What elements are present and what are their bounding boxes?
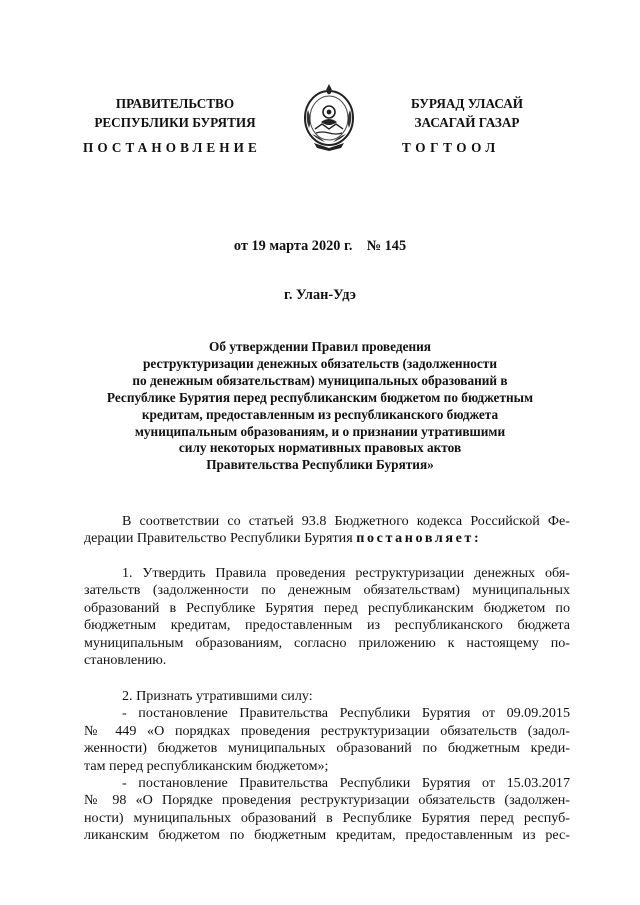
title-line: кредитам, предоставленным из республиканского бюджета <box>141 406 499 422</box>
doc-type-left: ПОСТАНОВЛЕНИЕ <box>83 140 261 155</box>
header-left-line2: РЕСПУБЛИКИ БУРЯТИЯ <box>94 115 256 130</box>
intro-line-2 <box>84 530 570 547</box>
item-2-paragraph <box>84 688 570 845</box>
city-text: г. Улан-Удэ <box>284 287 356 303</box>
date-number-line <box>0 238 640 255</box>
header-left-line1: ПРАВИТЕЛЬСТВО <box>115 96 235 111</box>
item-1-line: становлению. <box>84 651 167 668</box>
date-number-text: от 19 марта 2020 г. № 145 <box>233 238 407 254</box>
item-2-line: - постановление Правительства Республики Бурятия от 09.09.2015 <box>122 705 570 722</box>
city-line <box>0 287 640 304</box>
item-1-paragraph <box>84 565 570 669</box>
coat-of-arms-icon <box>300 82 358 152</box>
title-line: муниципальным образованиям, и о признании утратившими <box>134 423 506 439</box>
item-2-line: там перед республиканским бюджетом»; <box>84 757 329 774</box>
title-line: Об утверждении Правил проведения <box>209 339 431 354</box>
header-right <box>372 94 562 132</box>
title-line: Республике Бурятия перед республиканским бюджетом по бюджетным <box>106 389 534 405</box>
intro-paragraph <box>84 513 570 548</box>
item-1-line: муниципальным образованиям, согласно приложению к настоящему по- <box>84 634 570 651</box>
item-2-line: ности) муниципальных образований в Республике Бурятия перед респуб- <box>84 809 570 826</box>
intro-line-1: В соответствии со статьей 93.8 Бюджетного кодекса Российской Фе- <box>122 513 570 529</box>
header-left <box>80 94 270 132</box>
title-line: реструктуризации денежных обязательств (задолженности <box>143 355 497 371</box>
item-2-line: ликанским бюджетом по бюджетным кредитам, предоставленным из рес- <box>84 827 570 844</box>
decree-keyword: постановляет: <box>356 530 482 547</box>
item-2-line: 2. Признать утратившими силу: <box>122 688 313 704</box>
item-2-line: № 98 «О Порядке проведения реструктуризации обязательств (задолжен- <box>84 792 570 809</box>
item-1-line: образований в Республике Бурятия перед республиканским бюджетом по <box>84 599 570 616</box>
item-2-line: № 449 «О порядках проведения реструктуризации обязательств (задол- <box>84 722 570 739</box>
header-right-line2: ЗАСАГАЙ ГАЗАР <box>414 115 520 130</box>
title-line: Правительства Республики Бурятия» <box>206 457 434 473</box>
item-1-line: бюджетным кредитам, предоставленным из республиканского бюджета <box>84 617 570 634</box>
title-line: по денежным обязательствам) муниципальных образований в <box>132 372 508 388</box>
doc-type-right: ТОГТООЛ <box>402 140 500 155</box>
item-2-line: женности) бюджетов муниципальных образований по бюджетным креди- <box>84 740 570 757</box>
document-title <box>90 339 550 474</box>
header-right-line1: БУРЯАД УЛАСАЙ <box>410 96 524 111</box>
title-line: силу некоторых нормативных правовых актов <box>178 440 462 456</box>
item-2-line: - постановление Правительства Республики Бурятия от 15.03.2017 <box>122 774 570 791</box>
item-1-line: зательств (задолженности по денежным обязательствам) муниципальных <box>84 582 570 599</box>
intro-line-2-text: дерации Правительство Республики Бурятия <box>84 530 357 547</box>
item-1-line: 1. Утвердить Правила проведения реструктуризации денежных обя- <box>122 565 570 581</box>
